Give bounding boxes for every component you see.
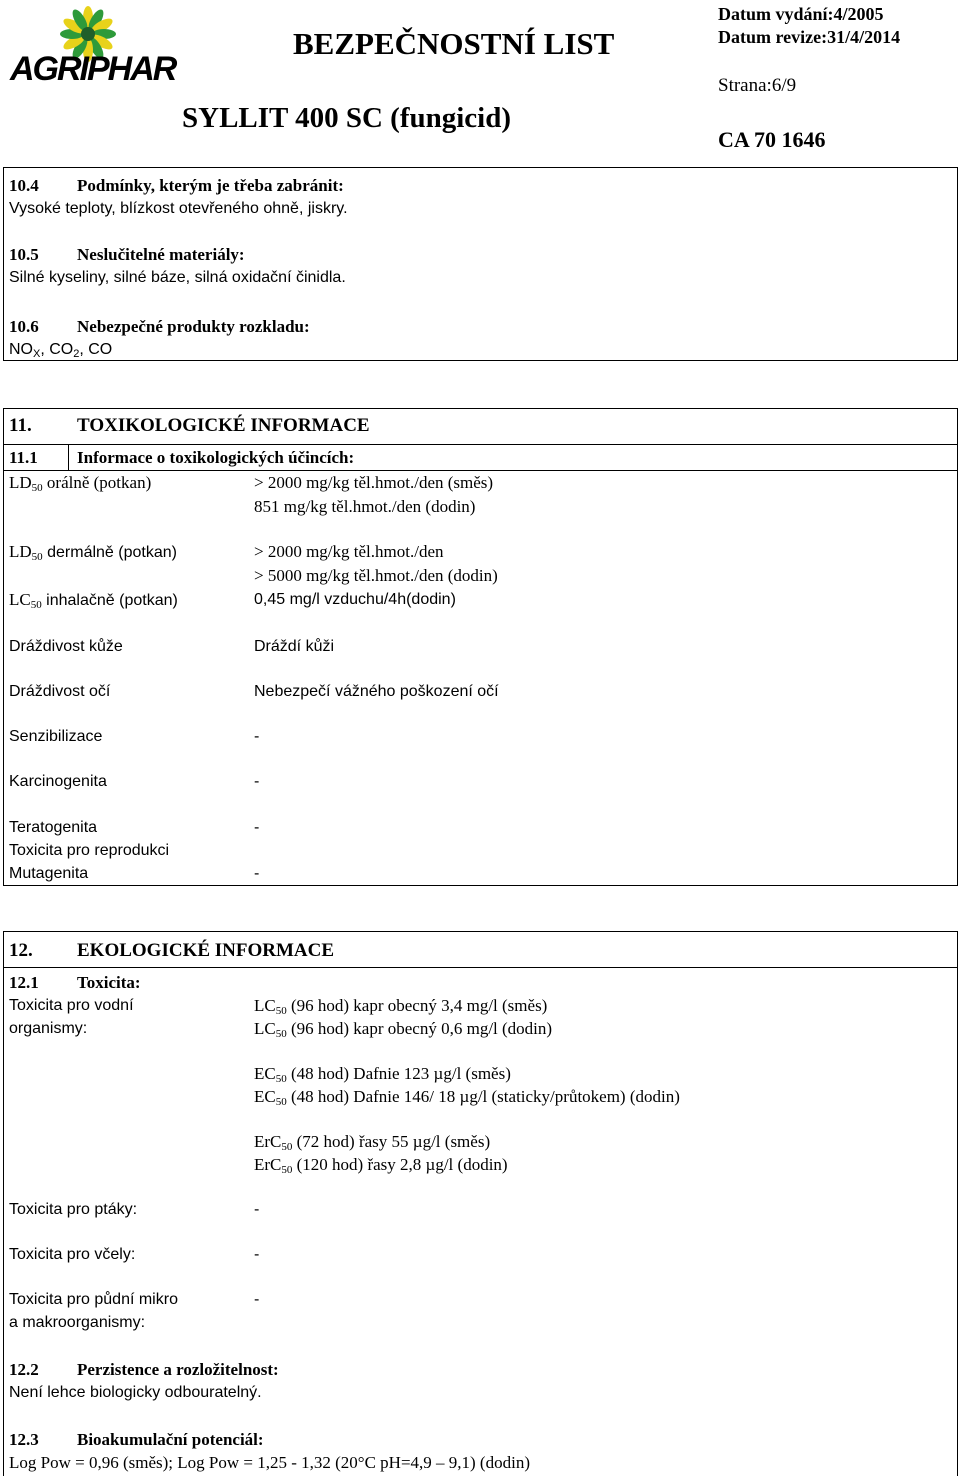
birds-value: - <box>254 1201 260 1218</box>
s106-number: 10.6 <box>9 317 39 336</box>
birds-label: Toxicita pro ptáky: <box>9 1201 138 1218</box>
skin-irritation-label: Dráždivost kůže <box>9 638 123 655</box>
s106-title: Nebezpečné produkty rozkladu: <box>77 317 310 336</box>
soil-label-2: a makroorganismy: <box>9 1314 146 1331</box>
s105-title: Neslučitelné materiály: <box>77 245 245 264</box>
s122-number: 12.2 <box>9 1360 39 1379</box>
eye-irritation-label: Dráždivost očí <box>9 683 111 700</box>
teratogenicity-label: Teratogenita <box>9 819 98 836</box>
s122-title: Perzistence a rozložitelnost: <box>77 1360 279 1379</box>
aquatic-value-1: $LC_{50}$ (96 hod) kapr obecný 3,4 mg/l (směs) <box>254 996 548 1017</box>
s12-number: 12. <box>9 940 33 961</box>
s121-title: Toxicita: <box>77 973 141 992</box>
aquatic-value-6: ErC$_{50}$ (120 hod) řasy 2,8 µg/l (dodin) <box>254 1155 508 1176</box>
s11-sub-rule <box>3 470 958 471</box>
reproduction-label: Toxicita pro reprodukci <box>9 842 170 859</box>
lc50-inhal-value: 0,45 mg/l vzduchu/4h(dodin) <box>254 591 456 608</box>
s11-subnum-divider <box>68 444 69 470</box>
aquatic-value-4: $EC_{50}$ (48 hod) Dafnie 146/ 18 µg/l (staticky/průtokem) (dodin) <box>254 1087 680 1108</box>
s122-text: Není lehce biologicky odbouratelný. <box>9 1384 262 1401</box>
s12-title: EKOLOGICKÉ INFORMACE <box>77 940 335 961</box>
ld50-dermal-label: $LD_{50}$ dermálně (potkan) <box>9 542 177 563</box>
s106-text: $NO_X$, $CO_2$, CO <box>9 341 113 360</box>
carcinogenicity-value: - <box>254 773 260 790</box>
agriphar-logo <box>8 6 176 88</box>
s105-text: Silné kyseliny, silné báze, silná oxidační činidla. <box>9 269 346 286</box>
ld50-oral-value-1: > 2000 mg/kg těl.hmot./den (směs) <box>254 473 494 492</box>
product-name: SYLLIT 400 SC (fungicid) <box>182 102 512 134</box>
revision-date: Datum revize:31/4/2014 <box>718 27 901 47</box>
s111-number: 11.1 <box>9 448 38 467</box>
aquatic-value-2: $LC_{50}$ (96 hod) kapr obecný 0,6 mg/l (dodin) <box>254 1019 553 1040</box>
aquatic-value-3: $EC_{50}$ (48 hod) Dafnie 123 µg/l (směs) <box>254 1064 511 1085</box>
s123-number: 12.3 <box>9 1430 39 1449</box>
skin-irritation-value: Dráždí kůži <box>254 638 335 655</box>
teratogenicity-value: - <box>254 819 260 836</box>
ld50-dermal-value-1: > 2000 mg/kg těl.hmot./den <box>254 542 444 561</box>
s123-title: Bioakumulační potenciál: <box>77 1430 264 1449</box>
aquatic-label-1: Toxicita pro vodní <box>9 997 134 1014</box>
issue-date: Datum vydání:4/2005 <box>718 4 884 24</box>
bees-label: Toxicita pro včely: <box>9 1246 136 1263</box>
s121-number: 12.1 <box>9 973 39 992</box>
ld50-oral-label: $LD_{50}$ orálně (potkan) <box>9 473 152 494</box>
s11-title: TOXIKOLOGICKÉ INFORMACE <box>77 415 370 436</box>
aquatic-value-5: ErC$_{50}$ (72 hod) řasy 55 µg/l (směs) <box>254 1132 491 1153</box>
logo-text: AGRIPHAR <box>10 50 176 88</box>
mutagenicity-value: - <box>254 865 260 882</box>
s11-number: 11. <box>9 415 32 436</box>
soil-label-1: Toxicita pro půdní mikro <box>9 1291 178 1308</box>
sensitization-label: Senzibilizace <box>9 728 103 745</box>
s11-header-rule <box>3 444 958 445</box>
sensitization-value: - <box>254 728 260 745</box>
ld50-oral-value-2: 851 mg/kg těl.hmot./den (dodin) <box>254 497 476 516</box>
eye-irritation-value: Nebezpečí vážného poškození očí <box>254 683 499 700</box>
s104-title: Podmínky, kterým je třeba zabránit: <box>77 176 344 195</box>
mutagenicity-label: Mutagenita <box>9 865 89 882</box>
s111-title: Informace o toxikologických účincích: <box>77 448 355 467</box>
s104-number: 10.4 <box>9 176 39 195</box>
carcinogenicity-label: Karcinogenita <box>9 773 107 790</box>
aquatic-label-2: organismy: <box>9 1020 88 1037</box>
s123-text: Log Pow = 0,96 (směs); Log Pow = 1,25 - 1,32 (20°C pH=4,9 – 9,1) (dodin) <box>9 1453 530 1472</box>
page-number: Strana:6/9 <box>718 75 797 96</box>
bees-value: - <box>254 1246 260 1263</box>
s105-number: 10.5 <box>9 245 39 264</box>
soil-value: - <box>254 1291 260 1308</box>
document-code: CA 70 1646 <box>718 127 826 152</box>
s104-text: Vysoké teploty, blízkost otevřeného ohně, jiskry. <box>9 200 348 217</box>
document-title: BEZPEČNOSTNÍ LIST <box>293 26 615 61</box>
s12-header-rule <box>3 967 958 968</box>
lc50-inhal-label: $LC_{50}$ inhalačně (potkan) <box>9 590 178 611</box>
ld50-dermal-value-2: > 5000 mg/kg těl.hmot./den (dodin) <box>254 566 498 585</box>
